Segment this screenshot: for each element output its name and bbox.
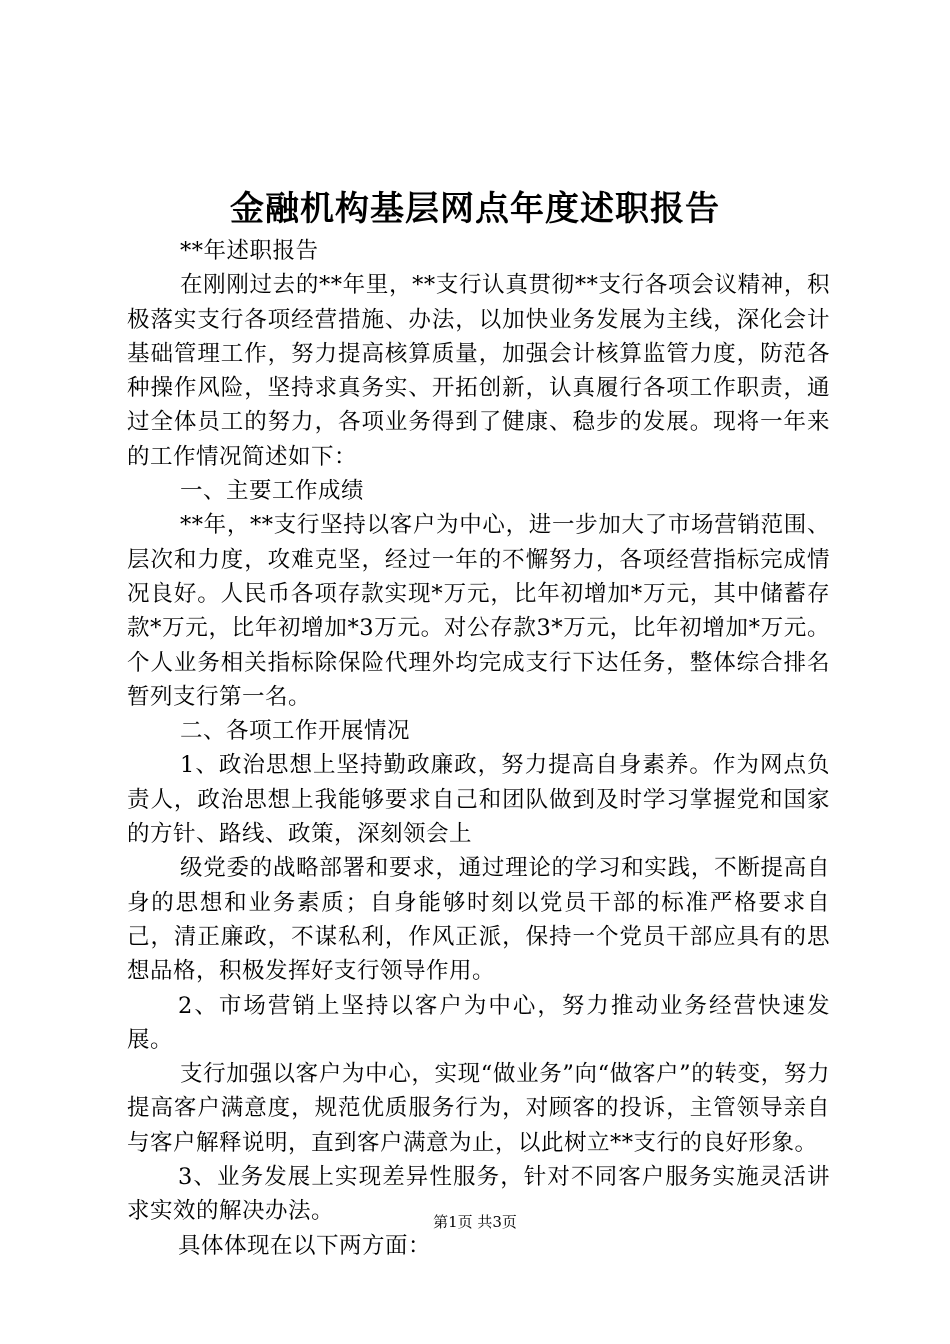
section-heading-achievements: 一、主要工作成绩 (180, 478, 365, 505)
paragraph-item-2: 2、市场营销上坚持以客户为中心，努力推动业务经营快速发展。 (127, 992, 830, 1053)
paragraph-item-1: 1、政治思想上坚持勤政廉政，努力提高自身素养。作为网点负责人，政治思想上我能够要求自己和团队做到及时学习掌握党和国家的方针、路线、政策，深刻领会上 (127, 752, 830, 848)
paragraph-item-1-continued: 级党委的战略部署和要求，通过理论的学习和实践，不断提高自身的思想和业务素质；自身能够时刻以党员干部的标准严格要求自己，清正廉政，不谋私利，作风正派，保持一个党员干部应具有的思想品格，积极发挥好支行领导作用。 (127, 855, 830, 985)
paragraph-intro: 在刚刚过去的**年里，**支行认真贯彻**支行各项会议精神，积极落实支行各项经营措施、办法，以加快业务发展为主线，深化会计基础管理工作，努力提高核算质量，加强会计核算监管力度，防范各种操作风险，坚持求真务实、开拓创新，认真履行各项工作职责，通过全体员工的努力，各项业务得到了健康、稳步的发展。现将一年来的工作情况简述如下： (127, 272, 830, 470)
paragraph-two-aspects: 具体体现在以下两方面： (178, 1232, 432, 1259)
document-title: 金融机构基层网点年度述职报告 (230, 189, 720, 229)
page-footer: 第1页 共3页 (433, 1213, 517, 1231)
section-heading-work-progress: 二、各项工作开展情况 (180, 718, 411, 745)
paragraph-item-3: 3、业务发展上实现差异性服务，针对不同客户服务实施灵活讲求实效的解决办法。 (127, 1164, 830, 1225)
paragraph-item-2-detail: 支行加强以客户为中心，实现“做业务”向“做客户”的转变，努力提高客户满意度，规范优质服务行为，对顾客的投诉，主管领导亲自与客户解释说明，直到客户满意为止，以此树立**支行的良好形象。 (127, 1061, 830, 1156)
document-body (127, 234, 830, 1263)
paragraph-report-heading: **年述职报告 (180, 238, 319, 264)
paragraph-achievements: **年，**支行坚持以客户为中心，进一步加大了市场营销范围、层次和力度，攻难克坚，经过一年的不懈努力，各项经营指标完成情况良好。人民币各项存款实现*万元，比年初增加*万元，其中储蓄存款*万元，比年初增加*3万元。对公存款3*万元，比年初增加*万元。个人业务相关指标除保险代理外均完成支行下达任务，整体综合排名暂列支行第一名。 (127, 512, 830, 710)
